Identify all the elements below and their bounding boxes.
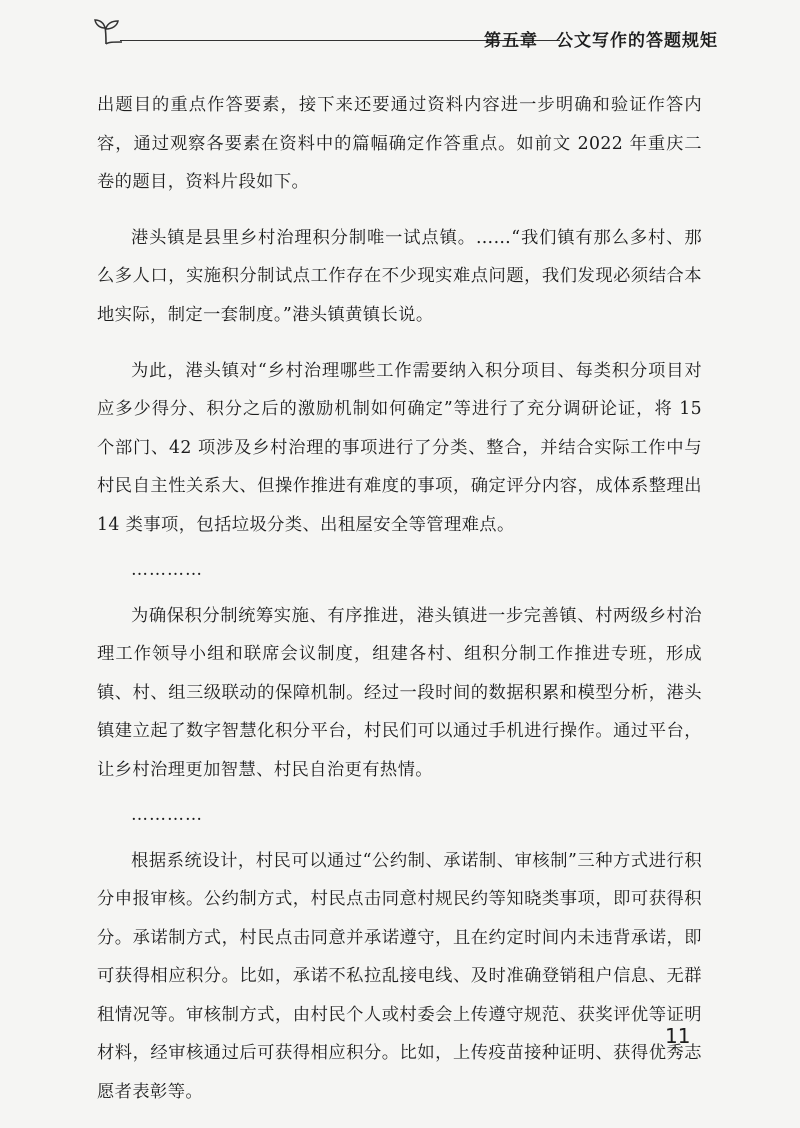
- chapter-title: 公文写作的答题规矩: [556, 31, 718, 51]
- paragraph-material-1: 港头镇是县里乡村治理积分制唯一试点镇。……“我们镇有那么多村、那么多人口，实施积分制试点工作存在不少现实难点问题，我们发现必须结合本地实际，制定一套制度。”港头镇黄镇长说。: [97, 227, 702, 325]
- paragraph-material-3: 为确保积分制统筹实施、有序推进，港头镇进一步完善镇、村两级乡村治理工作领导小组和联席会议制度，组建各村、组积分制工作推进专班，形成镇、村、组三级联动的保障机制。经过一段时间的数据积累和模型分析，港头镇建立起了数字智慧化积分平台，村民们可以通过手机进行操作。通过平台，让乡村治理更加智慧、村民自治更有热情。: [97, 605, 702, 780]
- paragraph-material-4: 根据系统设计，村民可以通过“公约制、承诺制、审核制”三种方式进行积分申报审核。公约制方式，村民点击同意村规民约等知晓类事项，即可获得积分。承诺制方式，村民点击同意并承诺遵守，且在约定时间内未违背承诺，即可获得相应积分。比如，承诺不私拉乱接电线、及时准确登销租户信息、无群租情况等。审核制方式，由村民个人或村委会上传遵守规范、获奖评优等证明材料，经审核通过后可获得相应积分。比如，上传疫苗接种证明、获得优秀志愿者表彰等。: [97, 850, 702, 1103]
- paragraph-material-2: 为此，港头镇对“乡村治理哪些工作需要纳入积分项目、每类积分项目对应多少得分、积分之后的激励机制如何确定”等进行了充分调研论证，将 15 个部门、42 项涉及乡村治理的事项进行了分类、整合，并结合实际工作中与村民自主性关系大、但操作推进有难度的事项，确定评分内容，成体系整理出 14 类事项，包括垃圾分类、出租屋安全等管理难点。: [97, 360, 702, 535]
- paragraph-intro: 出题目的重点作答要素，接下来还要通过资料内容进一步明确和验证作答内容，通过观察各要素在资料中的篇幅确定作答重点。如前文 2022 年重庆二卷的题目，资料片段如下。: [97, 95, 702, 193]
- ellipsis-divider: …………: [131, 559, 203, 580]
- page-number: 11: [665, 1024, 691, 1048]
- running-header: [92, 14, 718, 51]
- chapter-heading: [484, 26, 718, 51]
- ellipsis-divider: …………: [131, 804, 203, 825]
- chapter-number: 第五章: [484, 31, 538, 51]
- page-body: [97, 86, 702, 1112]
- sprout-icon: [92, 18, 122, 46]
